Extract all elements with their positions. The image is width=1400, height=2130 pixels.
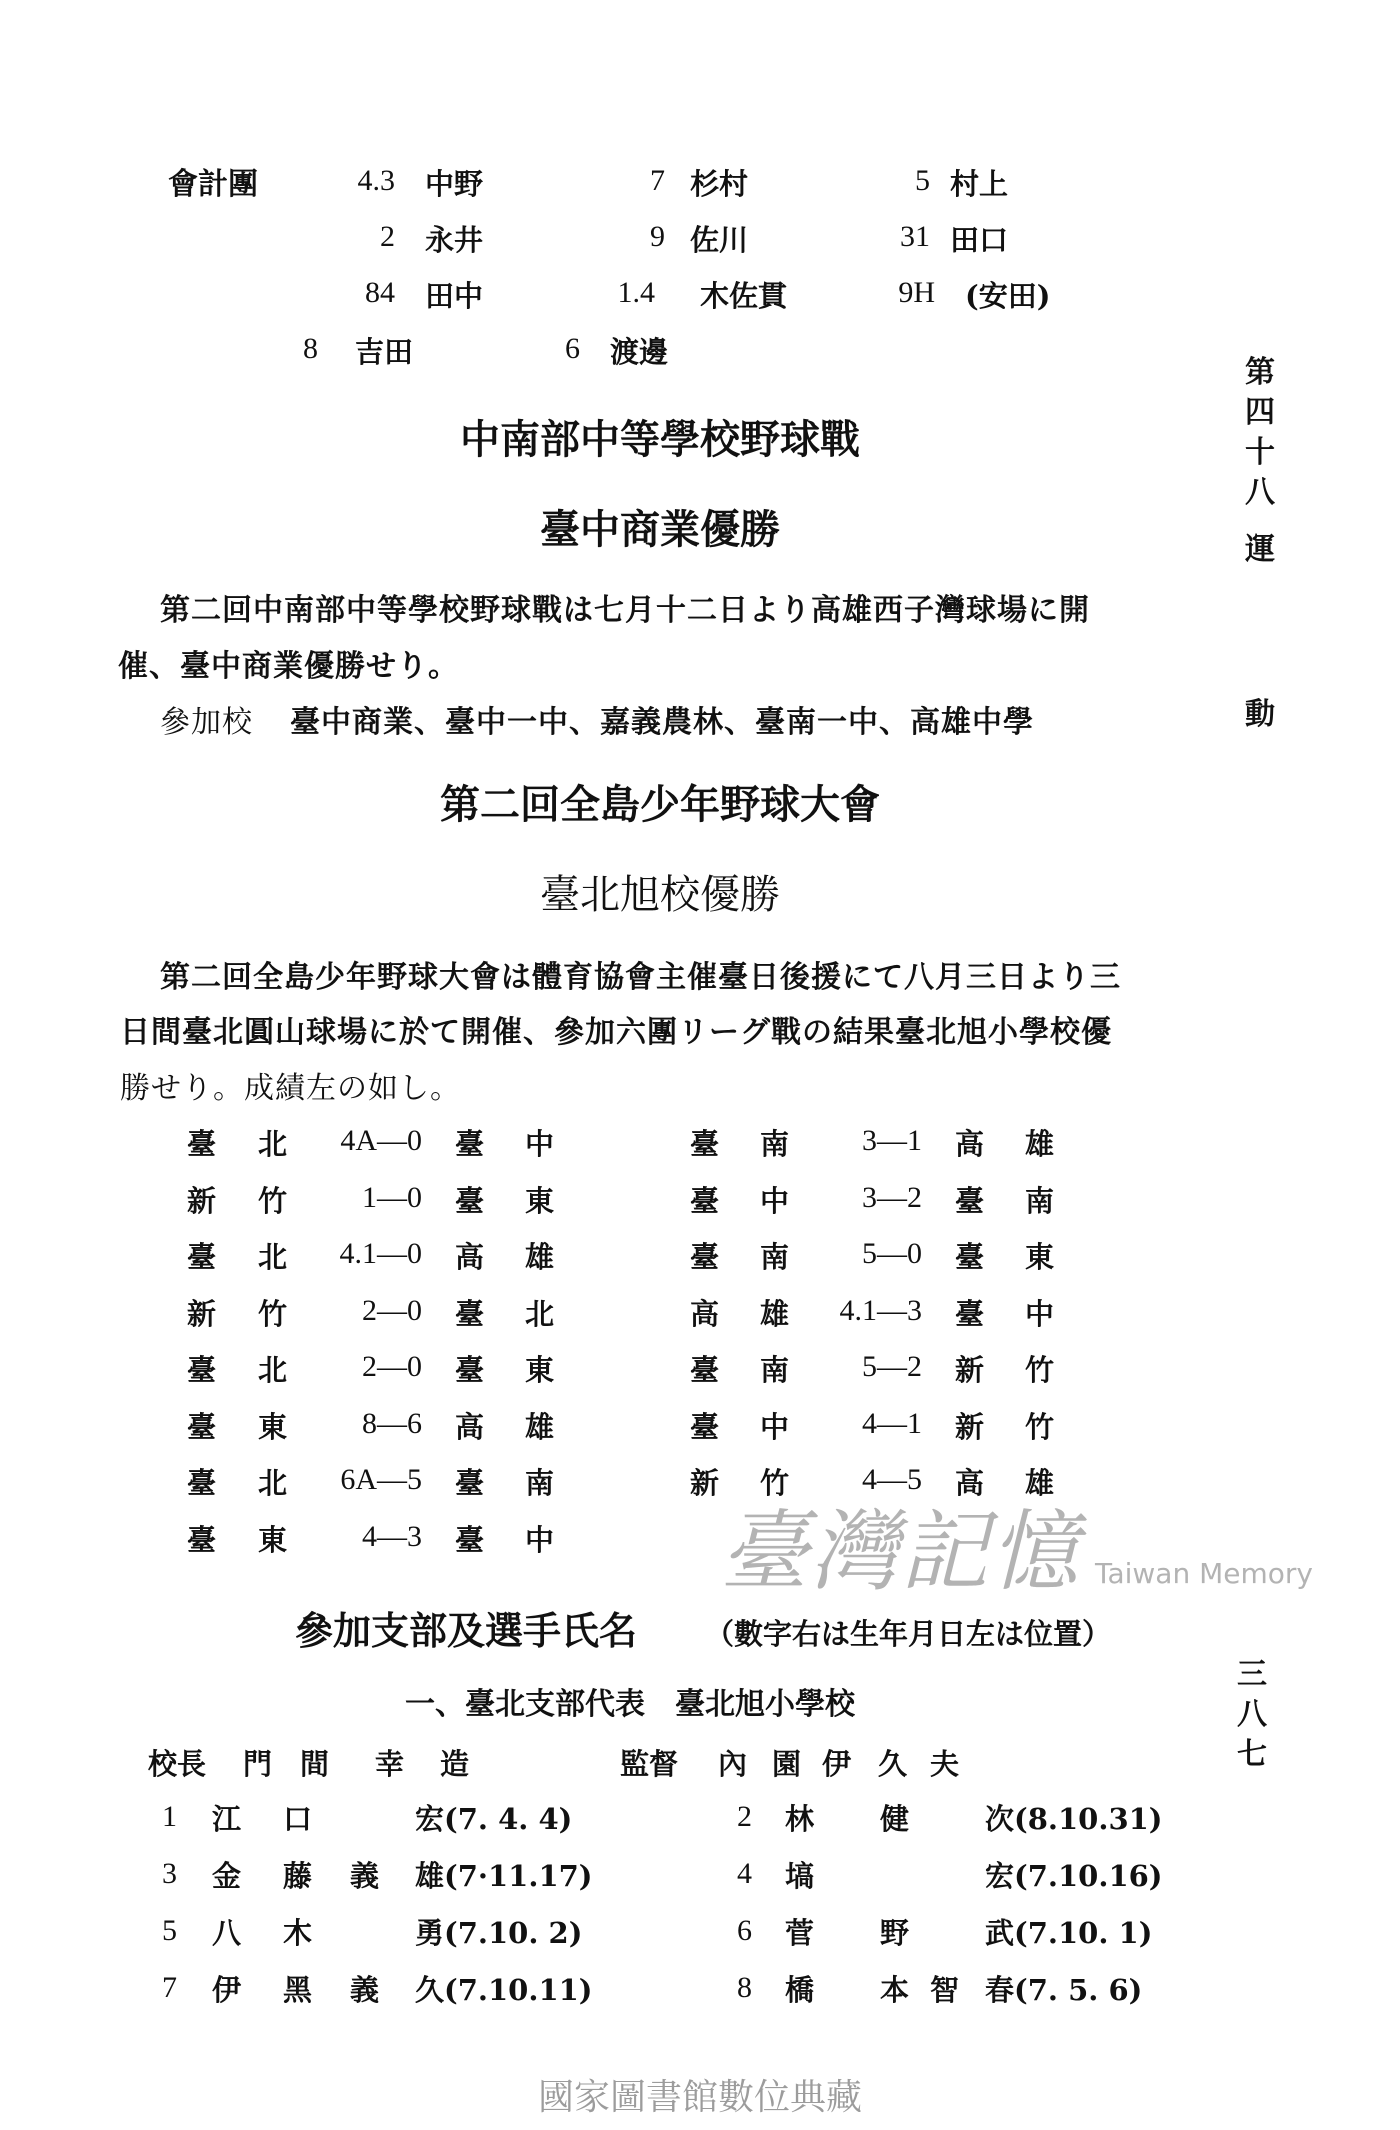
team-name: 臺: [187, 1353, 217, 1387]
manager-name: 伊: [822, 1747, 852, 1781]
team-heading: 一、臺北支部代表 臺北旭小學校: [405, 1687, 855, 1722]
running-head-char: 四: [1245, 395, 1275, 430]
match-score: 4.1—0: [339, 1237, 422, 1270]
entry-name: 吉田: [355, 335, 414, 369]
player-name-char: 塙: [785, 1859, 815, 1893]
section-subtitle: 臺中商業優勝: [540, 506, 780, 553]
player-name-dob: 勇(7.10. 2): [415, 1916, 583, 1950]
team-name: 高: [955, 1466, 985, 1500]
team-name: 高: [455, 1409, 485, 1444]
player-name-char: 藤: [283, 1859, 313, 1893]
player-name-dob: 久(7.10.11): [415, 1973, 593, 2007]
team-name: 高: [455, 1240, 485, 1274]
team-name: 臺: [187, 1466, 217, 1500]
team-name: 北: [258, 1466, 288, 1500]
entry-number: 1.4: [617, 276, 655, 309]
team-name: 南: [1025, 1183, 1055, 1218]
team-name: 東: [525, 1353, 555, 1387]
team-name: 中: [525, 1522, 555, 1557]
player-name-char: 橋: [785, 1973, 815, 2007]
team-name: 東: [258, 1522, 288, 1557]
player-name-char: 義: [350, 1859, 380, 1893]
running-head-char: 動: [1245, 697, 1275, 732]
team-name: 臺: [187, 1127, 217, 1161]
entry-name: 杉村: [690, 167, 749, 201]
team-name: 雄: [1025, 1466, 1055, 1500]
paragraph-line: 第二回中南部中等學校野球戰は七月十二日より高雄西子灣球場に開: [160, 593, 1090, 628]
entry-name: 田中: [425, 279, 484, 313]
player-name-char: 義: [350, 1973, 380, 2007]
team-name: 東: [1025, 1240, 1055, 1274]
player-number: 7: [162, 1971, 177, 2004]
team-name: 新: [187, 1183, 217, 1218]
player-name-char: 木: [283, 1916, 313, 1950]
team-name: 新: [955, 1409, 985, 1444]
player-name-char: 健: [880, 1802, 910, 1836]
team-name: 雄: [760, 1296, 790, 1331]
player-name-char: 黑: [283, 1973, 313, 2007]
player-name-char: 八: [212, 1916, 242, 1950]
watermark-logo: 臺灣記憶: [720, 1500, 1081, 1603]
team-name: 臺: [455, 1183, 485, 1218]
player-number: 6: [737, 1914, 752, 1947]
match-score: 3—2: [862, 1180, 922, 1214]
team-name: 東: [258, 1409, 288, 1444]
match-score: 3—1: [862, 1124, 922, 1157]
entry-number: 9: [650, 220, 665, 253]
team-name: 北: [525, 1296, 555, 1331]
entry-name: 永井: [425, 223, 484, 257]
section-title: 第二回全島少年野球大會: [440, 781, 880, 828]
paragraph-line: 第二回全島少年野球大會は體育協會主催臺日後援にて八月三日より三: [160, 960, 1121, 995]
player-name-char: 智: [930, 1973, 960, 2007]
entry-name: 佐川: [690, 223, 749, 257]
team-name: 南: [525, 1466, 555, 1500]
paragraph-line: 催、臺中商業優勝せり。: [118, 649, 459, 684]
team-name: 臺: [690, 1240, 720, 1274]
player-number: 1: [162, 1800, 177, 1833]
match-score: 1—0: [362, 1180, 422, 1214]
team-name: 竹: [1025, 1353, 1055, 1387]
team-name: 臺: [690, 1127, 720, 1161]
page-number-char: 七: [1237, 1737, 1267, 1772]
team-name: 臺: [955, 1240, 985, 1274]
team-name: 高: [955, 1127, 985, 1161]
team-name: 竹: [258, 1183, 288, 1218]
player-name-char: 金: [212, 1859, 242, 1893]
entry-name: 田口: [950, 223, 1009, 257]
entry-name: 中野: [425, 167, 484, 201]
player-name-dob: 春(7. 5. 6): [985, 1973, 1143, 2007]
manager-name: 夫: [930, 1747, 960, 1781]
player-name-dob: 宏(7.10.16): [985, 1859, 1163, 1893]
player-number: 5: [162, 1914, 177, 1947]
running-head-char: 十: [1245, 435, 1275, 470]
team-name: 東: [525, 1183, 555, 1218]
team-name: 臺: [455, 1353, 485, 1387]
footer-watermark: 國家圖書館數位典藏: [537, 2077, 862, 2118]
player-name-char: 野: [880, 1916, 910, 1950]
team-name: 中: [1025, 1296, 1055, 1331]
player-name-dob: 次(8.10.31): [985, 1802, 1163, 1836]
match-score: 4—3: [362, 1519, 422, 1553]
match-score: 6A—5: [340, 1463, 422, 1496]
entry-number: 7: [650, 164, 665, 197]
team-name: 南: [760, 1127, 790, 1161]
player-number: 3: [162, 1857, 177, 1890]
team-name: 竹: [258, 1296, 288, 1331]
team-name: 臺: [187, 1240, 217, 1274]
entry-name: 木佐貫: [700, 279, 788, 313]
paragraph-line: 日間臺北圓山球場に於て開催、參加六團リーグ戰の結果臺北旭小學校優: [120, 1015, 1112, 1050]
entry-number: 2: [380, 220, 395, 253]
principal-name: 間: [300, 1747, 330, 1781]
paragraph-line: 勝せり。成績左の如し。: [120, 1071, 461, 1106]
team-name: 臺: [690, 1353, 720, 1387]
player-name-char: 林: [785, 1802, 815, 1836]
player-number: 4: [737, 1857, 752, 1890]
team-name: 臺: [955, 1296, 985, 1331]
team-name: 臺: [455, 1466, 485, 1500]
player-name-char: 菅: [785, 1916, 815, 1950]
team-name: 中: [525, 1127, 555, 1161]
team-name: 竹: [1025, 1409, 1055, 1444]
team-name: 高: [690, 1296, 720, 1331]
team-name: 中: [760, 1409, 790, 1444]
team-name: 新: [187, 1296, 217, 1331]
participants-list: 臺中商業、臺中一中、嘉義農林、臺南一中、高雄中學: [290, 705, 1034, 740]
principal-name: 幸: [375, 1747, 405, 1781]
watermark-logo-sub: Taiwan Memory: [1095, 1557, 1313, 1590]
match-score: 5—0: [862, 1237, 922, 1270]
team-name: 臺: [187, 1522, 217, 1557]
team-name: 竹: [760, 1466, 790, 1500]
match-score: 2—0: [362, 1350, 422, 1383]
match-score: 8—6: [362, 1406, 422, 1440]
accounting-label: 會計團: [168, 167, 258, 202]
player-name-dob: 雄(7·11.17): [415, 1859, 593, 1893]
match-score: 4.1—3: [839, 1293, 922, 1327]
manager-name: 園: [772, 1747, 802, 1781]
player-name-char: 江: [212, 1802, 242, 1836]
team-name: 臺: [690, 1183, 720, 1218]
manager-name: 監督: [620, 1747, 679, 1781]
running-head-char: 第: [1245, 355, 1275, 390]
match-score: 4A—0: [340, 1124, 422, 1157]
section-title: 中南部中等學校野球戰: [460, 416, 860, 463]
team-name: 北: [258, 1240, 288, 1274]
team-name: 雄: [525, 1409, 555, 1444]
entry-name: 渡邊: [610, 335, 669, 369]
manager-name: 內: [718, 1747, 748, 1781]
team-name: 新: [690, 1466, 720, 1500]
team-name: 北: [258, 1127, 288, 1161]
section-title: 參加支部及選手氏名: [295, 1608, 638, 1653]
section-note: （數字右は生年月日左は位置）: [705, 1617, 1112, 1651]
player-number: 2: [737, 1800, 752, 1833]
manager-name: 久: [878, 1747, 908, 1781]
principal-name: 校長: [148, 1747, 207, 1781]
player-name-char: 口: [283, 1802, 313, 1836]
running-head-char: 運: [1245, 532, 1275, 567]
principal-name: 門: [243, 1747, 273, 1781]
team-name: 南: [760, 1240, 790, 1274]
principal-name: 造: [440, 1747, 470, 1781]
participants-label: 參加校: [160, 705, 253, 740]
entry-number: 4.3: [357, 164, 395, 197]
team-name: 南: [760, 1353, 790, 1387]
team-name: 雄: [525, 1240, 555, 1274]
entry-number: 9H: [898, 276, 935, 309]
team-name: 臺: [690, 1409, 720, 1444]
team-name: 臺: [455, 1127, 485, 1161]
player-name-char: 本: [880, 1973, 910, 2007]
team-name: 北: [258, 1353, 288, 1387]
page-number-char: 三: [1237, 1657, 1267, 1692]
section-subtitle: 臺北旭校優勝: [540, 872, 780, 918]
team-name: 臺: [455, 1522, 485, 1557]
team-name: 雄: [1025, 1127, 1055, 1161]
page-number-char: 八: [1237, 1697, 1267, 1732]
match-score: 4—1: [862, 1406, 922, 1440]
player-name-dob: 宏(7. 4. 4): [415, 1802, 573, 1836]
entry-number: 31: [900, 220, 930, 253]
entry-name: (安田): [965, 279, 1051, 313]
entry-name: 村上: [950, 167, 1009, 201]
match-score: 5—2: [862, 1350, 922, 1383]
entry-number: 6: [565, 332, 580, 365]
entry-number: 5: [915, 164, 930, 197]
entry-number: 84: [365, 276, 395, 309]
match-score: 4—5: [862, 1463, 922, 1496]
team-name: 臺: [455, 1296, 485, 1331]
team-name: 新: [955, 1353, 985, 1387]
team-name: 臺: [955, 1183, 985, 1218]
team-name: 中: [760, 1183, 790, 1218]
team-name: 臺: [187, 1409, 217, 1444]
player-name-dob: 武(7.10. 1): [985, 1916, 1153, 1950]
player-number: 8: [737, 1971, 752, 2004]
running-head-char: 八: [1245, 475, 1275, 510]
entry-number: 8: [303, 332, 318, 365]
player-name-char: 伊: [212, 1973, 242, 2007]
match-score: 2—0: [362, 1293, 422, 1327]
